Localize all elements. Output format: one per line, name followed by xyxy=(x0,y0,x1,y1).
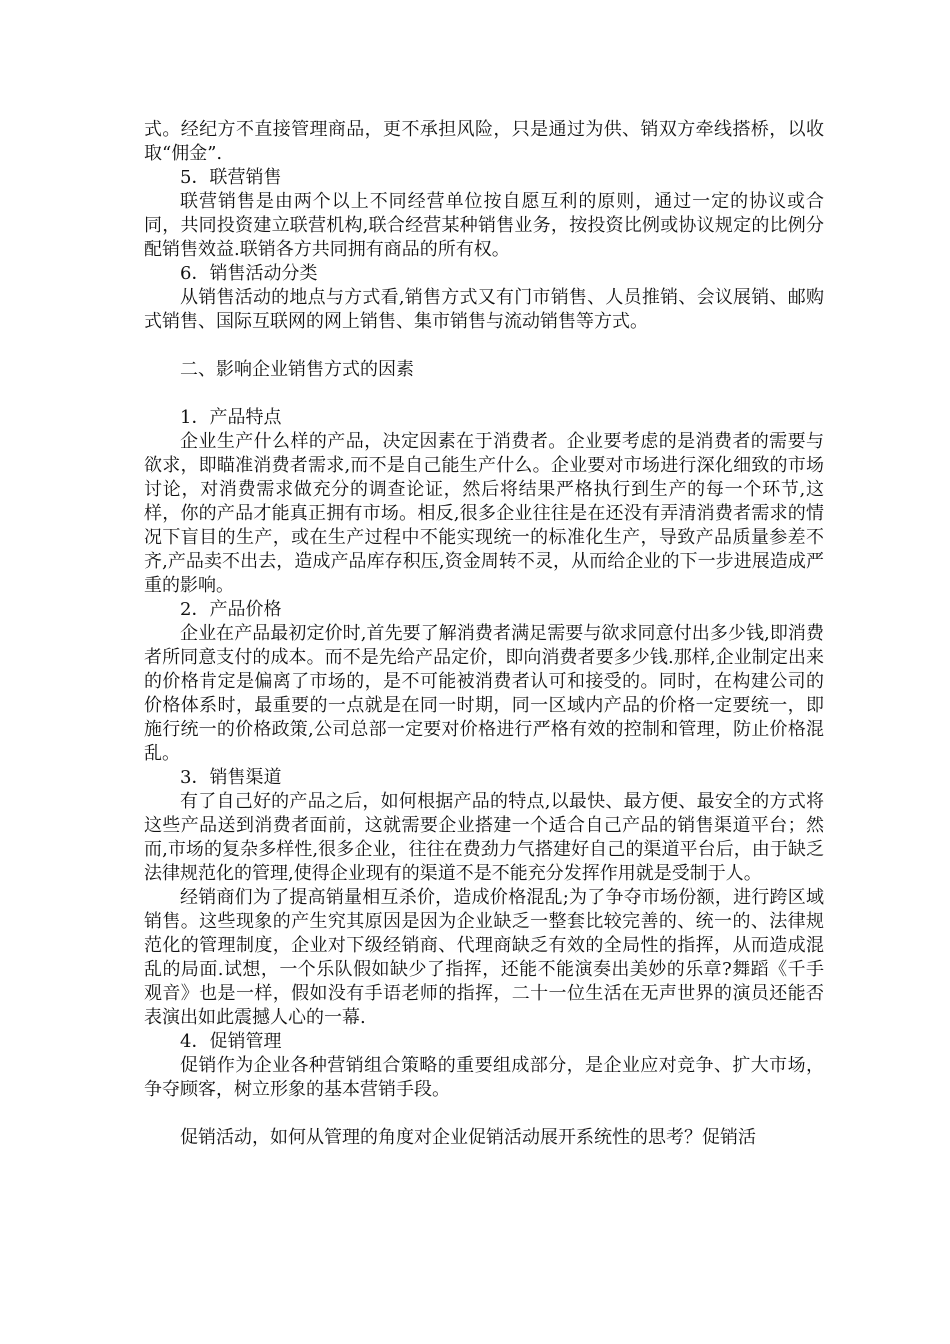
blank-line xyxy=(144,1102,824,1126)
heading-product-features: 1．产品特点 xyxy=(180,407,282,428)
heading-promotion-management: 4．促销管理 xyxy=(180,1031,282,1052)
paragraph-sales-classification: 从销售活动的地点与方式看,销售方式又有门市销售、人员推销、会议展销、邮购式销售、国际互联网的网上销售、集市销售与流动销售等方式。 xyxy=(144,287,824,332)
blank-line xyxy=(144,382,824,406)
heading-sales-classification: 6．销售活动分类 xyxy=(180,263,318,284)
section-heading-factors: 二、影响企业销售方式的因素 xyxy=(180,359,414,380)
paragraph-promotion-activities: 促销活动，如何从管理的角度对企业促销活动展开系统性的思考？促销活 xyxy=(180,1127,756,1148)
paragraph-sales-channels-2: 经销商们为了提高销量相互杀价，造成价格混乱;为了争夺市场份额，进行跨区域销售。这些现象的产生究其原因是因为企业缺乏一整套比较完善的、统一的、法律规范化的管理制度，企业对下级经销商、代理商缺乏有效的全局性的指挥，从而造成混乱的局面.试想，一个乐队假如缺少了指挥，还能不能演奏出美妙的乐章?舞蹈《千手观音》也是一样，假如没有手语老师的指挥，二十一位生活在无声世界的演员还能否表演出如此震撼人心的一幕. xyxy=(144,887,824,1028)
paragraph-product-features: 企业生产什么样的产品，决定因素在于消费者。企业要考虑的是消费者的需要与欲求，即瞄准消费者需求,而不是自己能生产什么。企业要对市场进行深化细致的市场讨论，对消费需求做充分的调查论证，然后将结果严格执行到生产的每一个环节,这样，你的产品才能真正拥有市场。相反,很多企业往往是在还没有弄清消费者需求的情况下盲目的生产，或在生产过程中不能实现统一的标准化生产，导致产品质量参差不齐,产品卖不出去，造成产品库存积压,资金周转不灵，从而给企业的下一步进展造成严重的影响。 xyxy=(144,431,824,596)
blank-line xyxy=(144,334,824,358)
heading-product-price: 2．产品价格 xyxy=(180,599,282,620)
paragraph-continued: 式。经纪方不直接管理商品，更不承担风险，只是通过为供、销双方牵线搭桥，以收取“佣金”. xyxy=(144,119,824,164)
heading-joint-sales: 5．联营销售 xyxy=(180,167,282,188)
paragraph-product-price: 企业在产品最初定价时,首先要了解消费者满足需要与欲求同意付出多少钱,即消费者所同意支付的成本。而不是先给产品定价，即向消费者要多少钱.那样,企业制定出来的价格肯定是偏离了市场的，是不可能被消费者认可和接受的。同时，在构建公司的价格体系时，最重要的一点就是在同一时期，同一区域内产品的价格一定要统一，即施行统一的价格政策,公司总部一定要对价格进行严格有效的控制和管理，防止价格混乱。 xyxy=(144,623,824,764)
paragraph-sales-channels-1: 有了自己好的产品之后，如何根据产品的特点,以最快、最方便、最安全的方式将这些产品送到消费者面前，这就需要企业搭建一个适合自己产品的销售渠道平台；然而,市场的复杂多样性,很多企业，往往在费劲力气搭建好自己的渠道平台后，由于缺乏法律规范化的管理,使得企业现有的渠道不是不能充分发挥作用就是受制于人。 xyxy=(144,791,824,884)
heading-sales-channels: 3．销售渠道 xyxy=(180,767,282,788)
paragraph-joint-sales: 联营销售是由两个以上不同经营单位按自愿互利的原则，通过一定的协议或合同，共同投资建立联营机构,联合经营某种销售业务，按投资比例或协议规定的比例分配销售效益.联销各方共同拥有商品的所有权。 xyxy=(144,191,824,260)
document-body xyxy=(144,118,824,1150)
paragraph-promotion-management: 促销作为企业各种营销组合策略的重要组成部分，是企业应对竞争、扩大市场，争夺顾客，树立形象的基本营销手段。 xyxy=(144,1055,824,1100)
